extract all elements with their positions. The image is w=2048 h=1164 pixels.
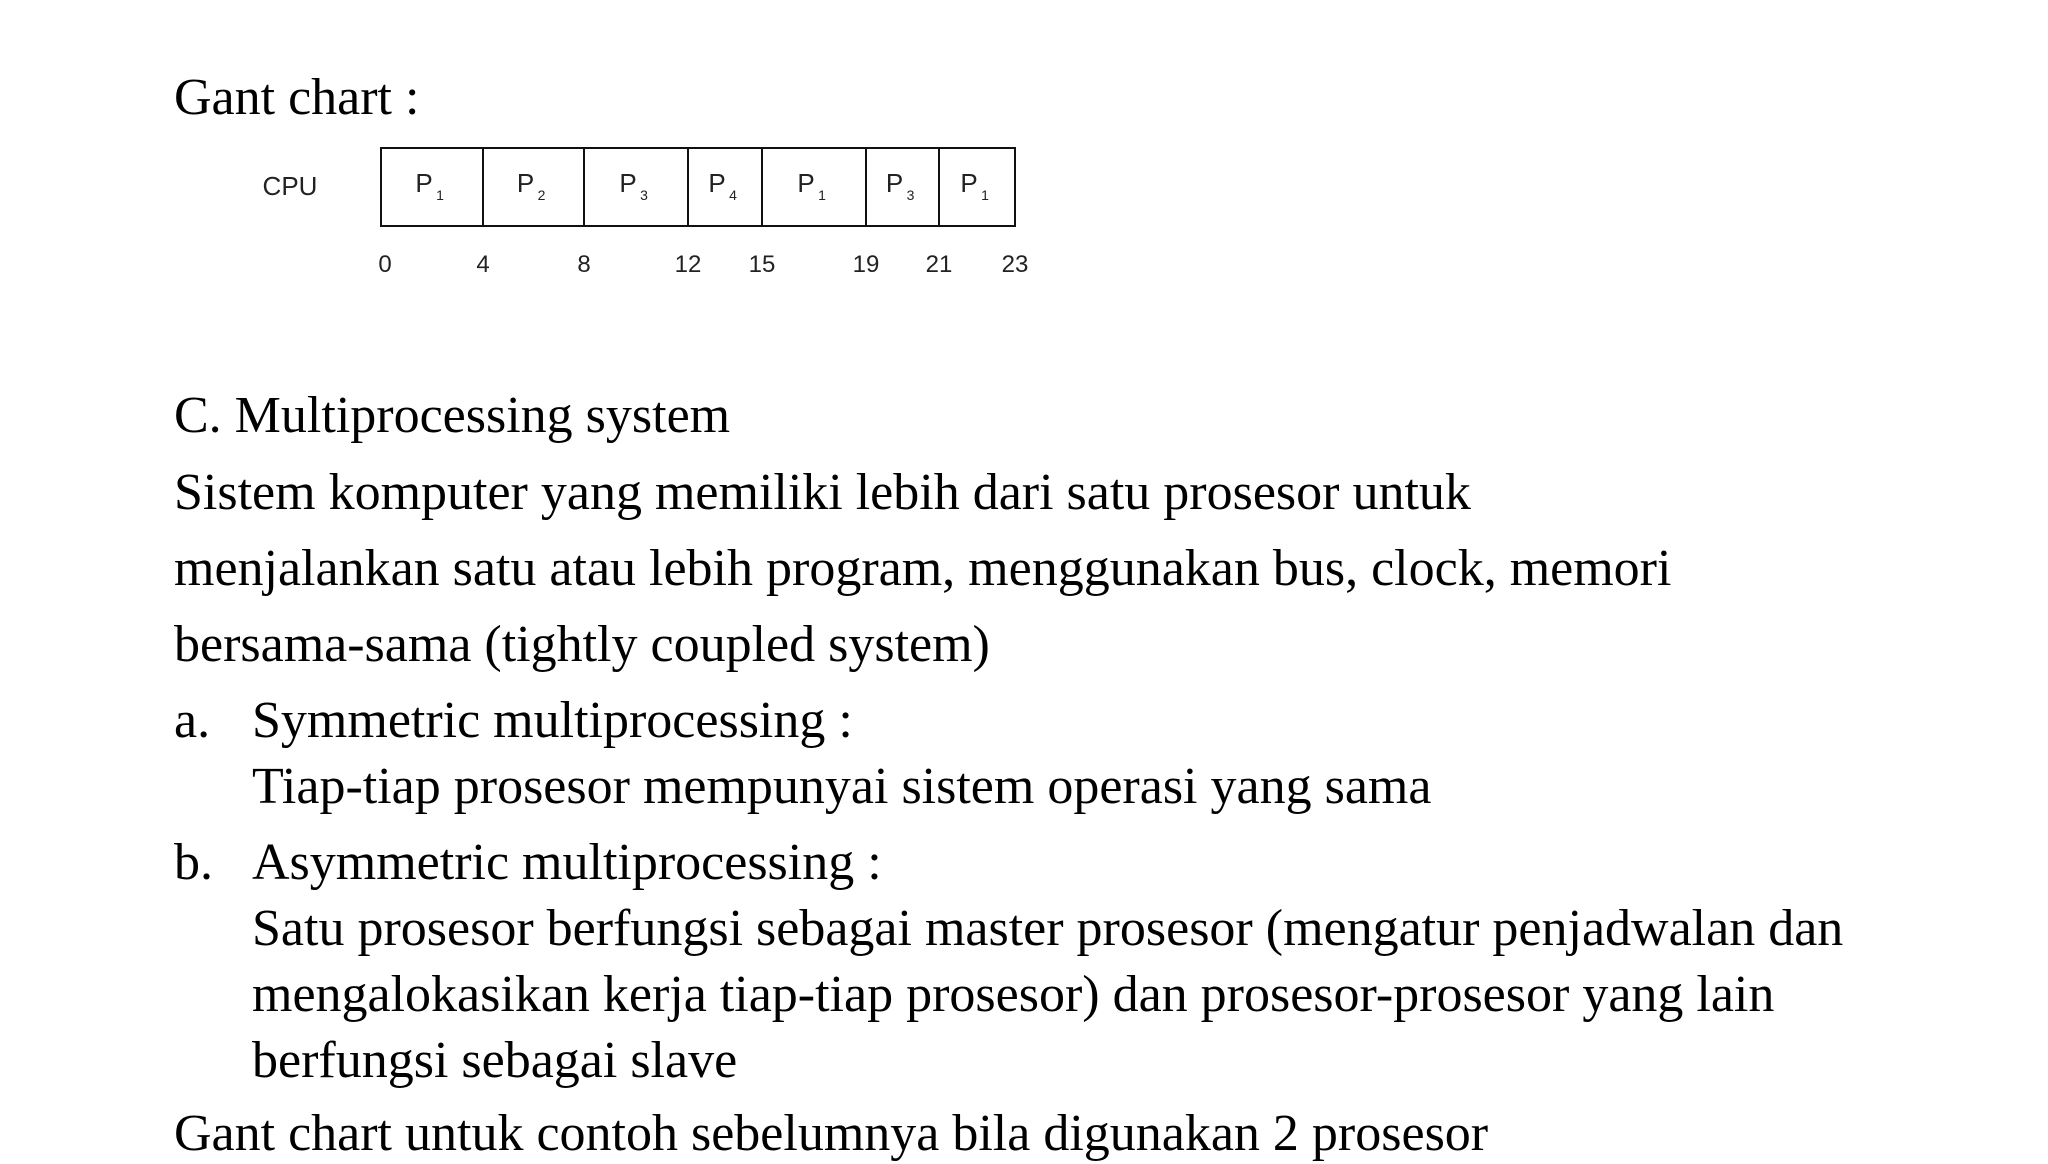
gantt-segment-subscript: 3 [640, 187, 648, 203]
gantt-chart-svg [0, 0, 2048, 300]
gantt-tick-label: 4 [476, 251, 490, 278]
gantt-segment-label: P [797, 168, 815, 198]
paragraph-line-3: bersama-sama (tightly coupled system) [174, 616, 990, 673]
gantt-tick-labels [378, 251, 1028, 278]
list-item-a-title: Symmetric multiprocessing : [252, 692, 853, 749]
gantt-segment-subscript: 3 [906, 187, 915, 203]
gantt-segment-label: P [708, 168, 726, 198]
gantt-chart [0, 0, 2048, 300]
gantt-segment-subscript: 1 [981, 187, 989, 203]
list-marker-a: a. [174, 692, 211, 749]
paragraph-line-1: Sistem komputer yang memiliki lebih dari satu prosesor untuk [174, 464, 1471, 521]
gantt-tick-label: 0 [378, 251, 392, 278]
section-title: C. Multiprocessing system [174, 387, 731, 444]
gantt-segment-subscript: 1 [818, 187, 826, 203]
gantt-segment-subscript: 2 [537, 187, 546, 203]
gantt-segment-label: P [516, 168, 535, 198]
list-item-b-line-3: berfungsi sebagai slave [252, 1032, 738, 1089]
list-item-a-text: Tiap-tiap prosesor mempunyai sistem operasi yang sama [252, 758, 1432, 815]
gantt-tick-label: 19 [852, 251, 880, 278]
footer-line: Gant chart untuk contoh sebelumnya bila digunakan 2 prosesor [174, 1105, 1489, 1162]
list-item-b-line-1: Satu prosesor berfungsi sebagai master prosesor (mengatur penjadwalan dan [252, 900, 1844, 957]
gantt-segment-label: P [885, 168, 904, 198]
gantt-segment-label: P [960, 168, 978, 198]
gantt-segment-subscript: 4 [729, 187, 737, 203]
gantt-tick-label: 12 [674, 251, 702, 278]
gantt-segment-subscript: 1 [436, 187, 444, 203]
gantt-heading: Gant chart : [174, 69, 420, 126]
paragraph-line-2: menjalankan satu atau lebih program, menggunakan bus, clock, memori [174, 540, 1672, 597]
list-item-b-title: Asymmetric multiprocessing : [252, 834, 882, 891]
gantt-row-label: CPU [262, 171, 318, 201]
gantt-segment-label: P [619, 168, 637, 198]
gantt-segment-label: P [415, 168, 433, 198]
gantt-tick-label: 21 [925, 251, 953, 278]
list-marker-b: b. [174, 834, 213, 891]
gantt-tick-label: 15 [748, 251, 776, 278]
list-item-b-line-2: mengalokasikan kerja tiap-tiap prosesor) dan prosesor-prosesor yang lain [252, 966, 1775, 1023]
gantt-segments [381, 148, 1015, 226]
gantt-tick-label: 23 [1001, 251, 1029, 278]
gantt-tick-label: 8 [577, 251, 591, 278]
